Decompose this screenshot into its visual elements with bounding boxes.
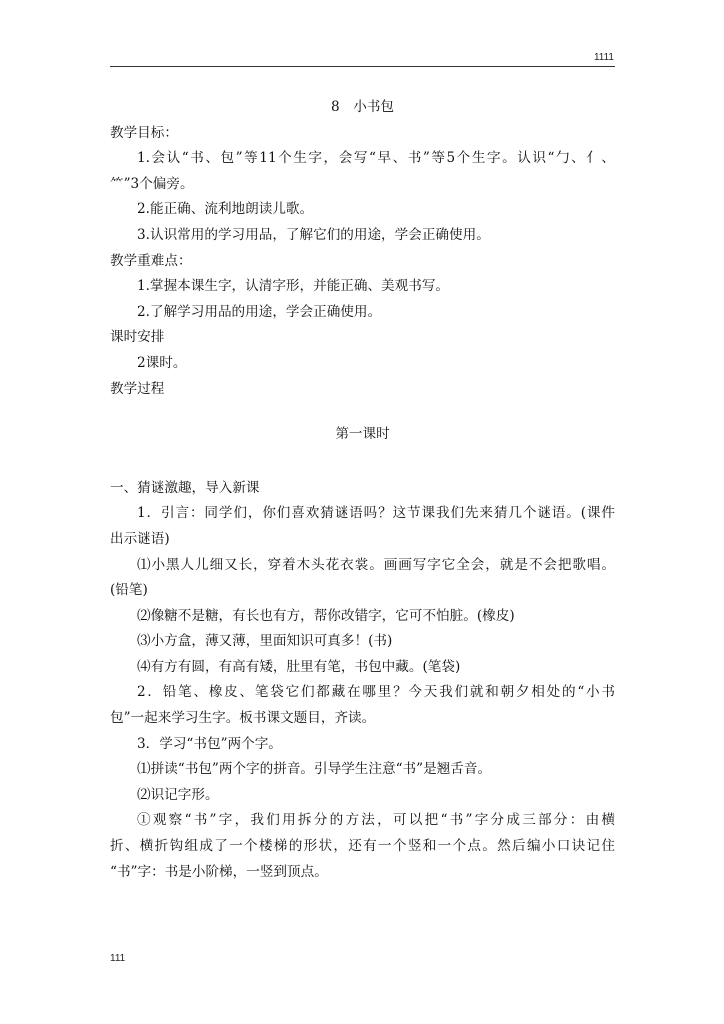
riddle-item: ⑴小黑人儿细又长，穿着木头花衣裳。画画写字它全会，就是不会把歌唱。	[137, 556, 615, 573]
paragraph: 1．引言：同学们，你们喜欢猜谜语吗？这节课我们先来猜几个谜语。(课件	[137, 505, 615, 522]
header-page-number: 1111	[593, 52, 614, 63]
key-point-item: 2.了解学习用品的用途，学会正确使用。	[137, 303, 382, 320]
riddle-item: ⑶小方盒，薄又薄，里面知识可真多！(书)	[137, 633, 393, 650]
paragraph-continued: 折、横折钩组成了一个楼梯的形状，还有一个竖和一个点。然后编小口诀记住	[110, 838, 615, 855]
page-title: 8 小书包	[330, 99, 395, 115]
sub-step: ⑵识记字形。	[137, 786, 219, 803]
riddle-item: ⑵像糖不是糖，有长也有方，帮你改错字，它可不怕脏。(橡皮)	[137, 607, 515, 624]
schedule-text: 2课时。	[137, 354, 187, 371]
footer-page-number: 111	[110, 953, 126, 964]
goal-item: 1.会认“书、包”等11个生字，会写“早、书”等5个生字。认识“勹、亻、	[137, 150, 615, 167]
spacer	[110, 402, 615, 422]
goals-heading: 教学目标：	[110, 124, 178, 141]
paragraph-continued: “书”字：书是小阶梯，一竖到顶点。	[110, 863, 328, 880]
paragraph-continued: 出示谜语)	[110, 530, 170, 547]
section-heading: 一、猜谜激趣，导入新课	[110, 479, 260, 496]
paragraph: 3．学习“书包”两个字。	[137, 735, 282, 752]
key-point-item: 1.掌握本课生字，认清字形，并能正确、美观书写。	[137, 278, 450, 295]
process-heading: 教学过程	[110, 380, 165, 397]
riddle-answer: (铅笔)	[110, 582, 148, 599]
paragraph-continued: 包”一起来学习生字。板书课文题目，齐读。	[110, 710, 376, 727]
lesson-title: 第一课时	[335, 426, 390, 443]
goal-item-continued: ⺮”3个偏旁。	[110, 175, 194, 192]
goal-item: 3.认识常用的学习用品，了解它们的用途，学会正确使用。	[137, 226, 490, 243]
key-points-heading: 教学重难点：	[110, 252, 192, 269]
sub-step: ⑴拼读“书包”两个字的拼音。引导学生注意“书”是翘舌音。	[137, 761, 492, 778]
spacer	[110, 448, 615, 476]
paragraph: 2．铅笔、橡皮、笔袋它们都藏在哪里？今天我们就和朝夕相处的“小书	[137, 684, 615, 701]
header-divider	[110, 66, 615, 67]
goal-item: 2.能正确、流利地朗读儿歌。	[137, 201, 314, 218]
document-body	[110, 95, 615, 885]
paragraph: ①观察“书”字，我们用拆分的方法，可以把“书”字分成三部分：由横	[137, 812, 615, 829]
riddle-item: ⑷有方有圆，有高有矮，肚里有笔，书包中藏。(笔袋)	[137, 658, 461, 675]
schedule-heading: 课时安排	[110, 329, 165, 346]
